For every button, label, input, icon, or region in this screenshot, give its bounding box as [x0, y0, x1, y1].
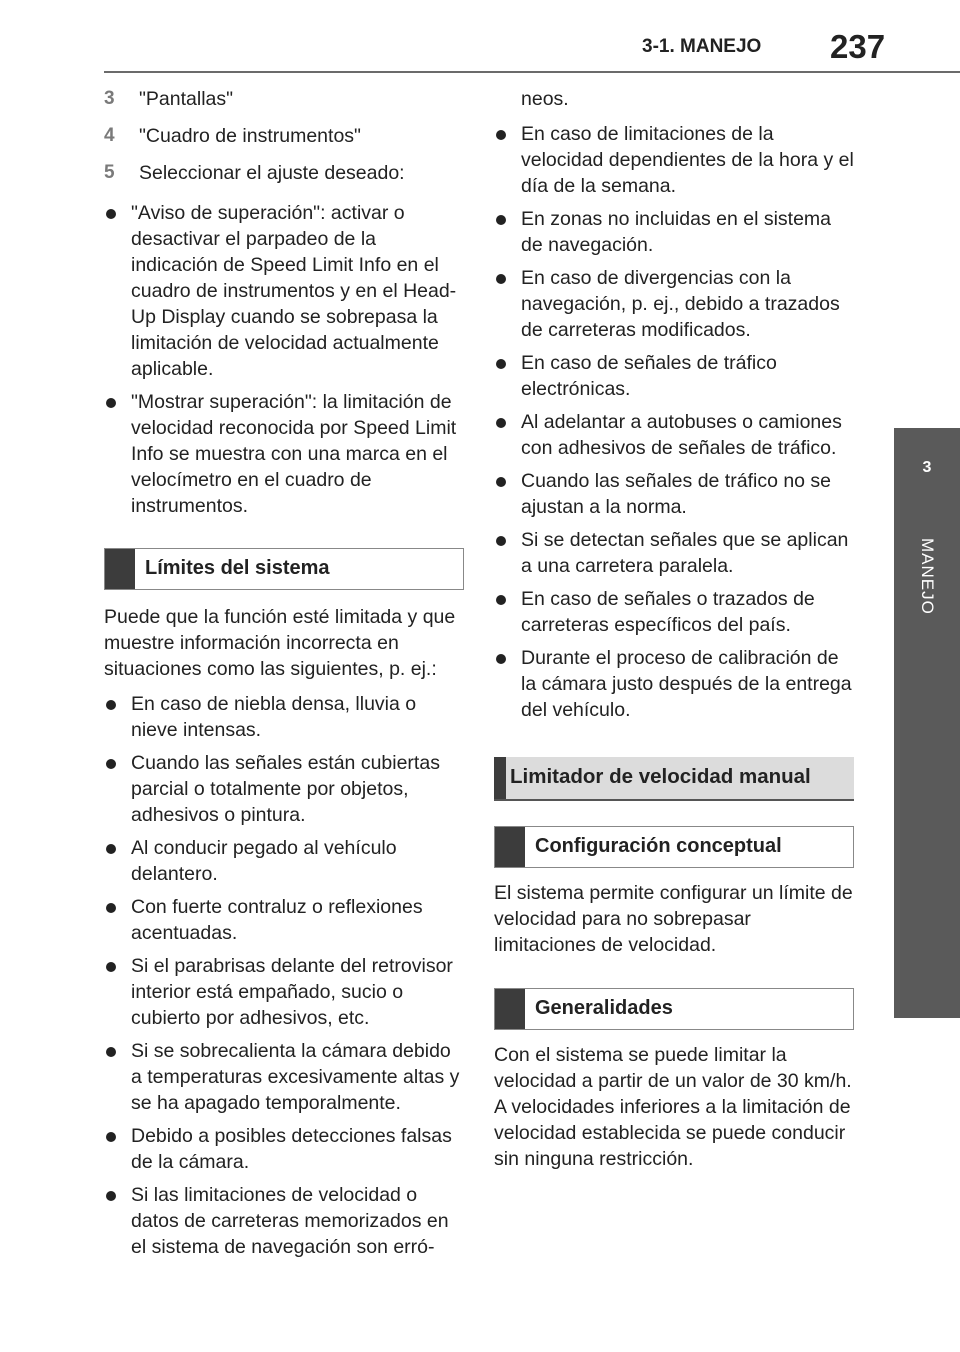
options-list — [104, 200, 464, 519]
list-item: Si se detectan señales que se aplican a una carretera paralela. — [494, 527, 854, 579]
list-item: Debido a posibles detecciones falsas de la cámara. — [104, 1123, 464, 1175]
list-item: Con fuerte contraluz o reflexiones acentuadas. — [104, 894, 464, 946]
list-item: En caso de niebla densa, lluvia o nieve intensas. — [104, 691, 464, 743]
step-item — [104, 160, 464, 186]
list-item: En zonas no incluidas en el sistema de navegación. — [494, 206, 854, 258]
left-column — [104, 86, 464, 1267]
list-item: En caso de limitaciones de la velocidad dependientes de la hora y el día de la semana. — [494, 121, 854, 199]
limits-list-continued — [494, 121, 854, 723]
chapter-label-tab — [894, 508, 960, 1018]
heading-text: Configuración conceptual — [535, 835, 782, 857]
list-item: Si se sobrecalienta la cámara debido a temperaturas excesivamente altas y se ha apagado temporalmente. — [104, 1038, 464, 1116]
heading-accent-bar — [495, 827, 525, 867]
list-item: "Mostrar superación": la limitación de velocidad reconocida por Speed Limit Info se muestra con una marca en el velocímetro en el cuadro de instrumentos. — [104, 389, 464, 519]
step-number: 4 — [104, 125, 115, 146]
list-item: Al conducir pegado al vehículo delantero. — [104, 835, 464, 887]
heading-accent-bar — [105, 549, 135, 589]
list-item: "Aviso de superación": activar o desactivar el parpadeo de la indicación de Speed Limit Info en el cuadro de instrumentos y en el Head-Up Display cuando se sobrepasa la limitación de velocidad actualmente aplicable. — [104, 200, 464, 382]
list-item: Al adelantar a autobuses o camiones con adhesivos de señales de tráfico. — [494, 409, 854, 461]
section-heading-general — [494, 988, 854, 1030]
page-number: 237 — [830, 28, 886, 65]
list-item: Si el parabrisas delante del retrovisor interior está empañado, sucio o cubierto por adhesivos, etc. — [104, 953, 464, 1031]
heading-accent-bar — [494, 757, 506, 799]
step-text: Seleccionar el ajuste deseado: — [139, 162, 405, 184]
step-number: 3 — [104, 88, 115, 109]
heading-text: Generalidades — [535, 997, 673, 1019]
chapter-number: 3 — [894, 428, 960, 508]
list-item: Si las limitaciones de velocidad o datos de carreteras memorizados en el sistema de navegación son erró- — [104, 1182, 464, 1260]
step-text: "Pantallas" — [139, 88, 234, 110]
list-item: En caso de divergencias con la navegación, p. ej., debido a trazados de carreteras modificados. — [494, 265, 854, 343]
step-text: "Cuadro de instrumentos" — [139, 125, 361, 147]
chapter-label: MANEJO — [918, 538, 937, 615]
section-heading-concept — [494, 826, 854, 868]
paragraph: El sistema permite configurar un límite de velocidad para no sobrepasar limitaciones de velocidad. — [494, 882, 853, 956]
step-number: 5 — [104, 162, 115, 183]
list-item: Durante el proceso de calibración de la cámara justo después de la entrega del vehículo. — [494, 645, 854, 723]
list-item: Cuando las señales de tráfico no se ajustan a la norma. — [494, 468, 854, 520]
section-heading-limits — [104, 548, 464, 590]
heading-text: Límites del sistema — [145, 557, 330, 579]
paragraph: Con el sistema se puede limitar la velocidad a partir de un valor de 30 km/h. A velocidades inferiores a la limitación de velocidad establecida se puede conducir sin ninguna restricción. — [494, 1044, 852, 1170]
list-item: Cuando las señales están cubiertas parcial o totalmente por objetos, adhesivos o pintura. — [104, 750, 464, 828]
list-item: En caso de señales de tráfico electrónicas. — [494, 350, 854, 402]
continuation-text: neos. — [521, 88, 569, 110]
right-column — [494, 86, 854, 1181]
step-item — [104, 123, 464, 149]
list-item: En caso de señales o trazados de carreteras específicos del país. — [494, 586, 854, 638]
heading-text: Limitador de velocidad manual — [510, 765, 811, 788]
section-title: 3-1. MANEJO — [642, 36, 762, 57]
step-item — [104, 86, 464, 112]
heading-accent-bar — [495, 989, 525, 1029]
header-divider — [104, 71, 960, 73]
section-heading-manual-limiter — [494, 757, 854, 801]
limits-list — [104, 691, 464, 1260]
paragraph: Puede que la función esté limitada y que muestre información incorrecta en situaciones como las siguientes, p. ej.: — [104, 606, 456, 680]
